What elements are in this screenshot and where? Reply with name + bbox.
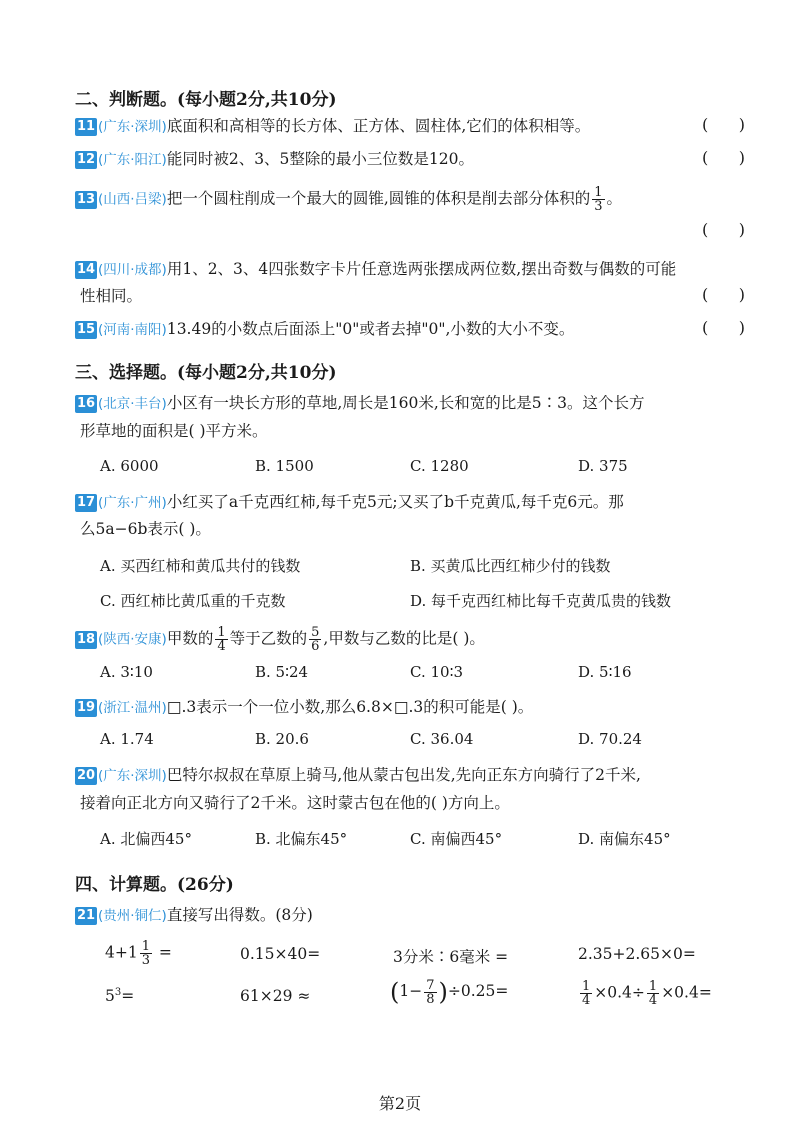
- option-a[interactable]: A. 买西红柿和黄瓜共付的钱数: [100, 557, 301, 575]
- question-text: □.3表示一个一位小数,那么6.8×□.3的积可能是( )。: [166, 698, 534, 716]
- section-title-choice: 三、选择题。(每小题2分,共10分): [75, 363, 337, 383]
- fraction: $\frac{1}{4}$: [217, 625, 226, 654]
- option-a[interactable]: A. 3∶10: [100, 663, 153, 681]
- option-d[interactable]: D. 375: [578, 457, 628, 475]
- source-tag: (浙江·温州): [98, 700, 167, 716]
- source-tag: (北京·丰台): [98, 396, 167, 412]
- option-c[interactable]: C. 36.04: [410, 730, 474, 748]
- question-16: [75, 392, 645, 415]
- question-number: 14: [76, 262, 96, 277]
- question-19: [75, 696, 533, 719]
- answer-paren[interactable]: ( ): [702, 148, 745, 167]
- question-text: 用1、2、3、4四张数字卡片任意选两张摆成两位数,摆出奇数与偶数的可能: [166, 260, 677, 278]
- question-12: [75, 148, 474, 171]
- question-text: 底面积和高相等的长方体、正方体、圆柱体,它们的体积相等。: [166, 117, 591, 135]
- question-20: [75, 764, 641, 787]
- answer-paren[interactable]: ( ): [702, 285, 745, 304]
- question-18: 18 (陕西·安康)甲数的 $\frac{1}{4}$ 等于乙数的 $\frac{5}{6}$ ,甲数与乙数的比是( )。: [76, 625, 485, 654]
- source-tag: (陕西·安康): [98, 631, 167, 648]
- question-number: 16: [76, 396, 96, 411]
- option-b[interactable]: B. 买黄瓜比西红柿少付的钱数: [410, 557, 611, 575]
- question-number: 20: [76, 768, 96, 783]
- source-tag: (贵州·铜仁): [98, 908, 167, 924]
- question-text: 把一个圆柱削成一个最大的圆锥,圆锥的体积是削去部分体积的: [166, 189, 591, 208]
- question-14: [75, 258, 676, 281]
- question-17-line2: 么5a−6b表示( )。: [80, 520, 211, 538]
- option-b[interactable]: B. 北偏东45°: [255, 830, 348, 848]
- option-a[interactable]: A. 1.74: [100, 730, 154, 748]
- option-c[interactable]: C. 南偏西45°: [410, 830, 503, 848]
- question-text: 巴特尔叔叔在草原上骑马,他从蒙古包出发,先向正东方向骑行了2千米,: [166, 766, 641, 784]
- source-tag: (山西·吕梁): [98, 191, 167, 208]
- calc-item: $5^3=$: [105, 987, 135, 1006]
- section-title-calc: 四、计算题。(26分): [75, 875, 234, 895]
- question-number: 17: [76, 495, 96, 510]
- fraction: $\frac{5}{6}$: [311, 625, 320, 654]
- option-d[interactable]: D. 5∶16: [578, 663, 632, 681]
- fraction: $\frac{1}{3}$: [594, 185, 603, 214]
- source-tag: (四川·成都): [98, 262, 167, 278]
- question-16-line2: 形草地的面积是( )平方米。: [80, 422, 268, 440]
- question-15: [75, 318, 574, 341]
- option-a[interactable]: A. 6000: [100, 457, 159, 475]
- source-tag: (广东·广州): [98, 495, 167, 511]
- option-c[interactable]: C. 西红柿比黄瓜重的千克数: [100, 592, 286, 610]
- calc-item: 4+1 $\frac{1}{3}$ =: [105, 939, 172, 968]
- question-number: 19: [76, 700, 96, 715]
- calc-item: (1− $\frac{7}{8}$ )÷0.25=: [390, 977, 509, 1007]
- section-title-judge: 二、判断题。(每小题2分,共10分): [75, 90, 337, 110]
- source-tag: (广东·深圳): [98, 119, 167, 135]
- page-number: 第2页: [378, 1094, 422, 1113]
- option-b[interactable]: B. 20.6: [255, 730, 309, 748]
- source-tag: (广东·阳江): [98, 152, 167, 168]
- question-number: 18: [76, 631, 96, 647]
- calc-item: $\frac{1}{4}$ ×0.4÷ $\frac{1}{4}$ ×0.4=: [582, 979, 712, 1008]
- question-17: [75, 491, 624, 514]
- option-d[interactable]: D. 70.24: [578, 730, 642, 748]
- question-text: 小区有一块长方形的草地,周长是160米,长和宽的比是5∶3。这个长方: [166, 394, 645, 412]
- option-b[interactable]: B. 1500: [255, 457, 314, 475]
- question-number: 12: [76, 152, 96, 167]
- calc-item: 3分米∶6毫米 =: [393, 948, 509, 966]
- question-11: [75, 115, 590, 138]
- question-text: 13.49的小数点后面添上"0"或者去掉"0",小数的大小不变。: [166, 320, 575, 338]
- answer-paren[interactable]: ( ): [702, 318, 745, 337]
- question-text: 能同时被2、3、5整除的最小三位数是120。: [166, 150, 474, 168]
- option-b[interactable]: B. 5∶24: [255, 663, 309, 681]
- question-number: 15: [76, 322, 96, 337]
- question-number: 13: [76, 191, 96, 207]
- question-14-line2: 性相同。: [80, 287, 143, 305]
- calc-item: 61×29 ≈: [240, 987, 311, 1005]
- option-a[interactable]: A. 北偏西45°: [100, 830, 192, 848]
- option-d[interactable]: D. 每千克西红柿比每千克黄瓜贵的钱数: [410, 592, 672, 610]
- option-c[interactable]: C. 1280: [410, 457, 469, 475]
- answer-paren[interactable]: ( ): [702, 115, 745, 134]
- option-c[interactable]: C. 10∶3: [410, 663, 464, 681]
- calc-item: 0.15×40=: [240, 945, 321, 963]
- question-20-line2: 接着向正北方向又骑行了2千米。这时蒙古包在他的( )方向上。: [80, 794, 510, 812]
- question-13: 13 (山西·吕梁)把一个圆柱削成一个最大的圆锥,圆锥的体积是削去部分体积的 $\frac{1}{3}$ 。: [76, 185, 623, 214]
- answer-paren[interactable]: ( ): [702, 220, 745, 239]
- question-text: 直接写出得数。(8分): [166, 906, 313, 924]
- source-tag: (河南·南阳): [98, 322, 167, 338]
- question-text: 小红买了a千克西红柿,每千克5元;又买了b千克黄瓜,每千克6元。那: [166, 493, 624, 511]
- calc-item: 2.35+2.65×0=: [578, 945, 696, 963]
- source-tag: (广东·深圳): [98, 768, 167, 784]
- question-21: [75, 904, 313, 927]
- option-d[interactable]: D. 南偏东45°: [578, 830, 671, 848]
- question-number: 11: [76, 119, 96, 134]
- question-number: 21: [76, 908, 96, 923]
